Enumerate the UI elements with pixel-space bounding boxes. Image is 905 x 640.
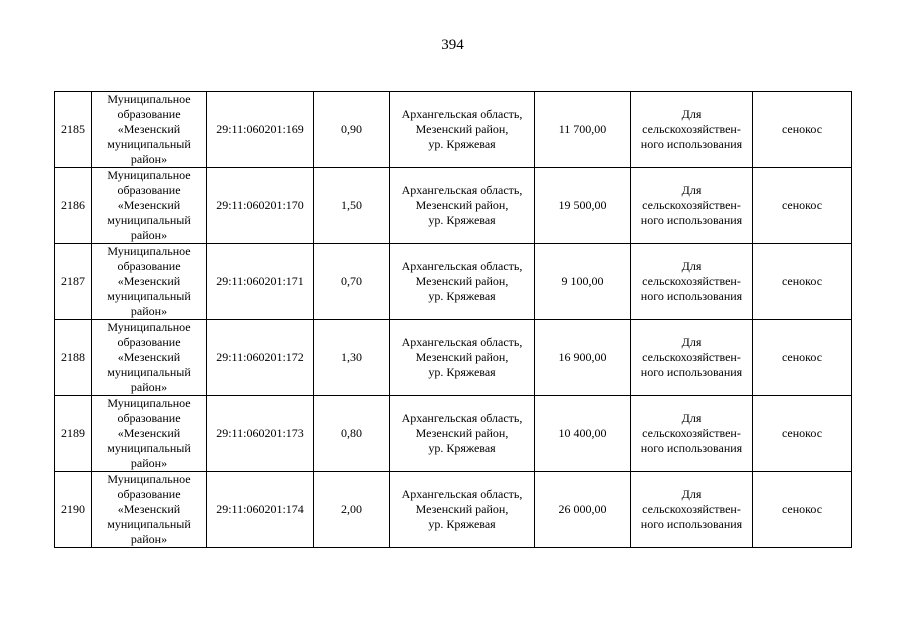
owner-cell-line: Муниципальное — [107, 244, 191, 258]
owner-cell-line: Муниципальное — [107, 168, 191, 182]
area-cell: 0,70 — [314, 244, 390, 320]
location-cell-line: ур. Кряжевая — [428, 213, 496, 227]
location-cell — [390, 92, 535, 168]
purpose-cell-line: сельскохозяйствен- — [642, 426, 741, 440]
row-number-cell: 2186 — [55, 168, 92, 244]
owner-cell — [92, 472, 207, 548]
cadastral-number-cell: 29:11:060201:174 — [207, 472, 314, 548]
table-row — [55, 396, 852, 472]
price-cell: 19 500,00 — [535, 168, 631, 244]
cadastral-number-cell: 29:11:060201:171 — [207, 244, 314, 320]
cadastral-number-cell: 29:11:060201:172 — [207, 320, 314, 396]
owner-cell-line: муниципальный — [107, 441, 191, 455]
purpose-cell — [631, 472, 753, 548]
location-cell-line: Мезенский район, — [415, 198, 509, 212]
purpose-cell — [631, 320, 753, 396]
owner-cell-line: образование — [117, 107, 181, 121]
purpose-cell-line: Для — [681, 107, 702, 121]
row-number-cell: 2185 — [55, 92, 92, 168]
purpose-cell-line: ного использования — [640, 517, 743, 531]
use-type-cell: сенокос — [753, 92, 852, 168]
purpose-cell-line: ного использования — [640, 441, 743, 455]
area-cell: 0,80 — [314, 396, 390, 472]
price-cell: 10 400,00 — [535, 396, 631, 472]
purpose-cell-line: Для — [681, 335, 702, 349]
owner-cell-line: образование — [117, 487, 181, 501]
row-number-cell: 2190 — [55, 472, 92, 548]
owner-cell-line: муниципальный — [107, 289, 191, 303]
price-cell: 26 000,00 — [535, 472, 631, 548]
table-row — [55, 320, 852, 396]
location-cell-line: ур. Кряжевая — [428, 441, 496, 455]
cadastral-number-cell: 29:11:060201:170 — [207, 168, 314, 244]
location-cell-line: Архангельская область, — [401, 107, 523, 121]
land-plots-table — [54, 91, 852, 548]
owner-cell — [92, 92, 207, 168]
table-row — [55, 472, 852, 548]
table-row — [55, 168, 852, 244]
owner-cell — [92, 320, 207, 396]
purpose-cell-line: Для — [681, 487, 702, 501]
location-cell-line: Архангельская область, — [401, 487, 523, 501]
use-type-cell: сенокос — [753, 168, 852, 244]
area-cell: 1,30 — [314, 320, 390, 396]
purpose-cell-line: сельскохозяйствен- — [642, 274, 741, 288]
owner-cell-line: район» — [130, 152, 168, 166]
location-cell-line: ур. Кряжевая — [428, 517, 496, 531]
owner-cell-line: «Мезенский — [117, 350, 181, 364]
owner-cell-line: Муниципальное — [107, 92, 191, 106]
location-cell-line: Архангельская область, — [401, 183, 523, 197]
location-cell-line: Архангельская область, — [401, 259, 523, 273]
owner-cell-line: муниципальный — [107, 213, 191, 227]
purpose-cell-line: Для — [681, 259, 702, 273]
owner-cell-line: муниципальный — [107, 365, 191, 379]
location-cell-line: Мезенский район, — [415, 502, 509, 516]
purpose-cell — [631, 396, 753, 472]
location-cell-line: Мезенский район, — [415, 350, 509, 364]
purpose-cell-line: сельскохозяйствен- — [642, 122, 741, 136]
purpose-cell-line: ного использования — [640, 289, 743, 303]
owner-cell-line: образование — [117, 411, 181, 425]
location-cell-line: Мезенский район, — [415, 274, 509, 288]
purpose-cell-line: ного использования — [640, 137, 743, 151]
location-cell-line: Мезенский район, — [415, 122, 509, 136]
location-cell — [390, 168, 535, 244]
owner-cell-line: «Мезенский — [117, 274, 181, 288]
owner-cell-line: образование — [117, 259, 181, 273]
owner-cell-line: Муниципальное — [107, 396, 191, 410]
location-cell-line: ур. Кряжевая — [428, 365, 496, 379]
table-row — [55, 92, 852, 168]
location-cell-line: Архангельская область, — [401, 335, 523, 349]
location-cell — [390, 396, 535, 472]
owner-cell-line: образование — [117, 335, 181, 349]
purpose-cell-line: ного использования — [640, 213, 743, 227]
owner-cell — [92, 168, 207, 244]
purpose-cell-line: Для — [681, 183, 702, 197]
owner-cell — [92, 396, 207, 472]
owner-cell-line: образование — [117, 183, 181, 197]
purpose-cell — [631, 168, 753, 244]
price-cell: 11 700,00 — [535, 92, 631, 168]
use-type-cell: сенокос — [753, 472, 852, 548]
area-cell: 1,50 — [314, 168, 390, 244]
location-cell — [390, 244, 535, 320]
purpose-cell-line: сельскохозяйствен- — [642, 350, 741, 364]
purpose-cell-line: ного использования — [640, 365, 743, 379]
row-number-cell: 2189 — [55, 396, 92, 472]
row-number-cell: 2187 — [55, 244, 92, 320]
owner-cell-line: Муниципальное — [107, 320, 191, 334]
owner-cell-line: район» — [130, 532, 168, 546]
purpose-cell — [631, 244, 753, 320]
cadastral-number-cell: 29:11:060201:169 — [207, 92, 314, 168]
location-cell — [390, 320, 535, 396]
owner-cell-line: район» — [130, 456, 168, 470]
owner-cell-line: «Мезенский — [117, 198, 181, 212]
owner-cell-line: «Мезенский — [117, 122, 181, 136]
location-cell-line: Архангельская область, — [401, 411, 523, 425]
use-type-cell: сенокос — [753, 320, 852, 396]
purpose-cell-line: Для — [681, 411, 702, 425]
cadastral-number-cell: 29:11:060201:173 — [207, 396, 314, 472]
location-cell-line: ур. Кряжевая — [428, 137, 496, 151]
owner-cell-line: район» — [130, 228, 168, 242]
owner-cell-line: муниципальный — [107, 517, 191, 531]
purpose-cell-line: сельскохозяйствен- — [642, 502, 741, 516]
owner-cell-line: район» — [130, 304, 168, 318]
table-row — [55, 244, 852, 320]
price-cell: 9 100,00 — [535, 244, 631, 320]
location-cell-line: ур. Кряжевая — [428, 289, 496, 303]
area-cell: 2,00 — [314, 472, 390, 548]
use-type-cell: сенокос — [753, 396, 852, 472]
page-number: 394 — [441, 37, 464, 53]
location-cell — [390, 472, 535, 548]
owner-cell-line: район» — [130, 380, 168, 394]
owner-cell-line: Муниципальное — [107, 472, 191, 486]
table-body — [55, 92, 852, 548]
location-cell-line: Мезенский район, — [415, 426, 509, 440]
purpose-cell-line: сельскохозяйствен- — [642, 198, 741, 212]
row-number-cell: 2188 — [55, 320, 92, 396]
owner-cell-line: муниципальный — [107, 137, 191, 151]
use-type-cell: сенокос — [753, 244, 852, 320]
owner-cell — [92, 244, 207, 320]
purpose-cell — [631, 92, 753, 168]
owner-cell-line: «Мезенский — [117, 426, 181, 440]
owner-cell-line: «Мезенский — [117, 502, 181, 516]
area-cell: 0,90 — [314, 92, 390, 168]
price-cell: 16 900,00 — [535, 320, 631, 396]
